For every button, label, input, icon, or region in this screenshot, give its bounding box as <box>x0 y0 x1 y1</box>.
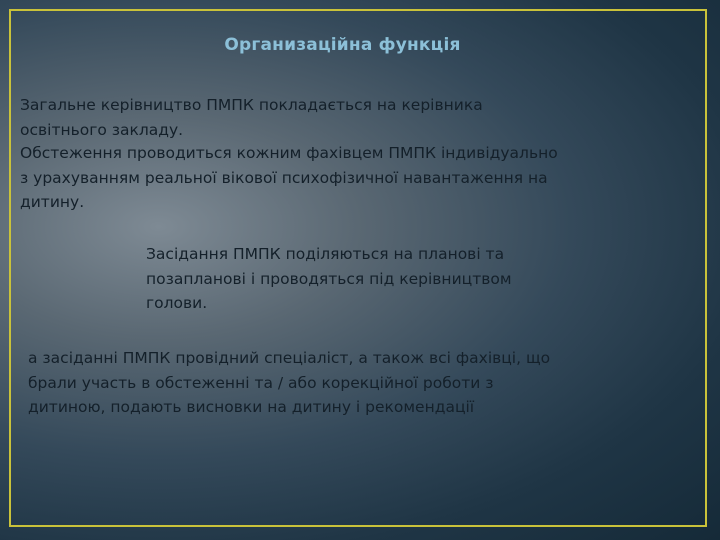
paragraph-examination <box>20 141 620 215</box>
slide-title: Организаційна функція <box>224 35 461 55</box>
text-line: брали участь в обстеженні та / або корекційної роботи з <box>28 373 494 392</box>
text-line: Засідання ПМПК поділяються на планові та <box>146 245 505 263</box>
text-line: з урахуванням реальної вікової психофізичної навантаження на <box>20 168 548 187</box>
text-line: освітнього закладу. <box>20 120 184 139</box>
text-line: позапланові і проводяться під керівництвом <box>146 269 512 288</box>
paragraph-meetings <box>146 242 566 316</box>
text-line: голови. <box>146 294 208 313</box>
text-line: Обстеження проводиться кожним фахівцем ПМПК індивідуально <box>20 144 558 162</box>
paragraph-general-management <box>20 93 620 142</box>
text-line: дитину. <box>20 193 85 212</box>
text-line: дитиною, подають висновки на дитину і рекомендації <box>28 398 475 417</box>
paragraph-conclusions <box>28 346 608 420</box>
text-line: а засіданні ПМПК провідний спеціаліст, а також всі фахівці, що <box>28 349 551 367</box>
text-line: Загальне керівництво ПМПК покладається на керівника <box>20 96 483 114</box>
